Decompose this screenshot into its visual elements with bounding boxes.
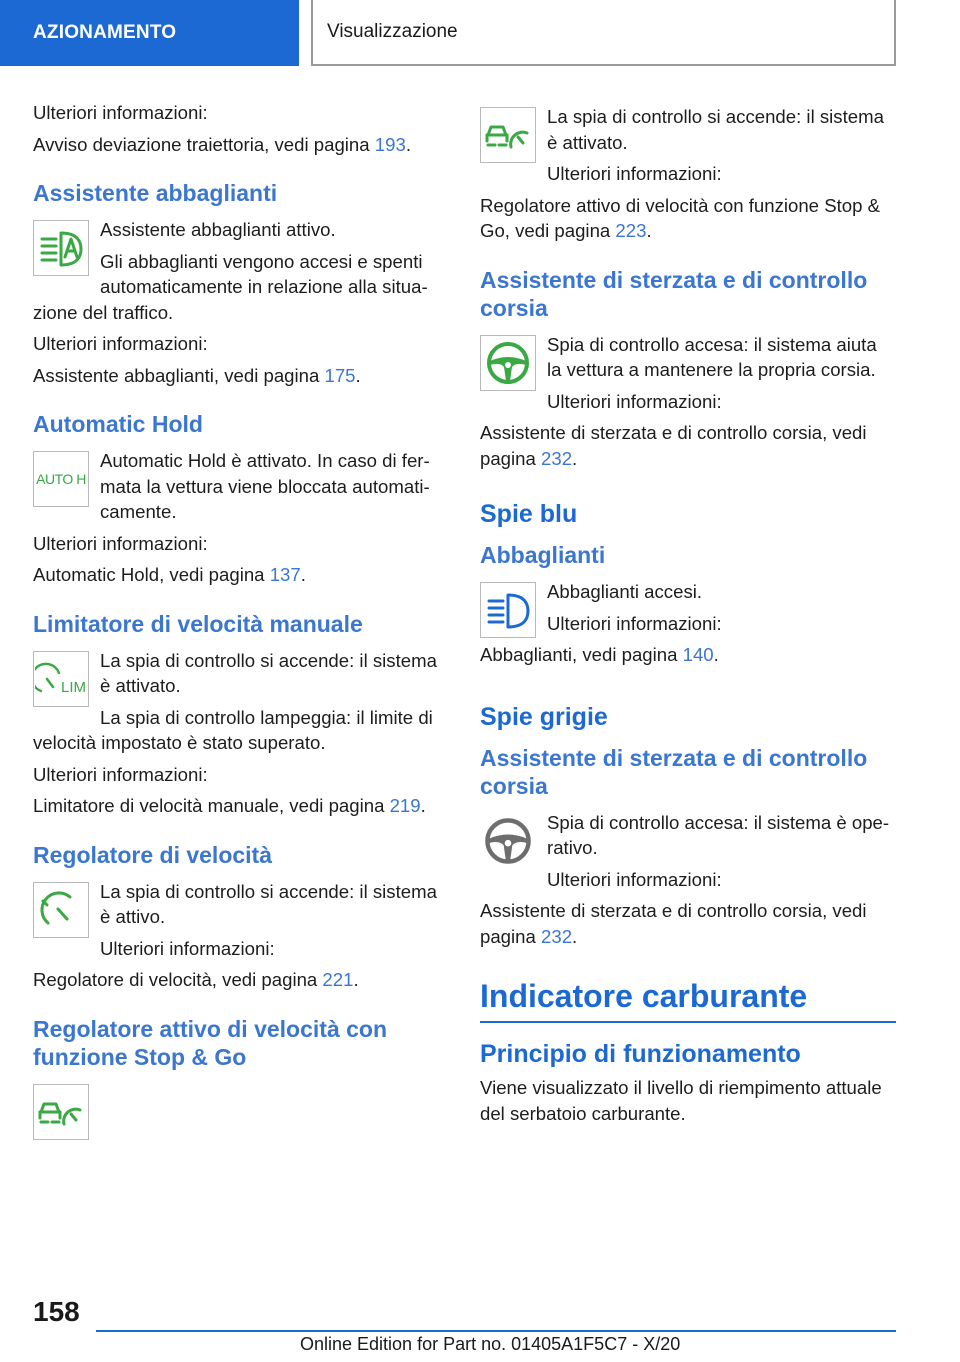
more-info-label: Ulteriori informazioni: — [33, 333, 208, 354]
chapter-title: Visualizzazione — [311, 0, 896, 66]
entry-cruise-control — [33, 879, 443, 968]
heading-lane-assist-green: Assistente di sterzata e di controllo corsia — [480, 266, 868, 321]
more-info-label: Ulteriori informazioni: — [100, 937, 275, 959]
high-beam-assist-icon — [33, 220, 89, 276]
right-column — [480, 104, 896, 1132]
section-tab: AZIONAMENTO — [0, 0, 299, 66]
page-reference: Abbaglianti, vedi pagina 140. — [480, 644, 719, 665]
heading-high-beam: Abbaglianti — [480, 542, 606, 568]
page-reference: Assistente di sterzata e di controllo corsia, vedi pagina 232. — [480, 422, 867, 469]
page-link[interactable]: 221 — [322, 969, 354, 990]
heading-grey-lights: Spie grigie — [480, 702, 608, 731]
page-link[interactable]: 175 — [324, 364, 356, 386]
status-text: Assistente abbaglianti attivo. — [100, 219, 336, 240]
steering-wheel-green-icon — [480, 335, 536, 391]
description-text: La spia di controllo lampeggia: il limite di velocità impostato è stato superato. — [33, 706, 433, 753]
active-cruise-icon — [480, 107, 536, 163]
heading-active-cruise: Regolatore attivo di velocità con funzione Stop & Go — [33, 1015, 388, 1070]
page-link[interactable]: 140 — [682, 644, 714, 665]
heading-automatic-hold: Automatic Hold — [33, 411, 203, 437]
more-info-label: Ulteriori informazioni: — [33, 102, 208, 123]
page-reference: Limitatore di velocità manuale, vedi pagina 219. — [33, 795, 426, 816]
page-link[interactable]: 219 — [389, 795, 421, 816]
more-info-label: Ulteriori informazioni: — [547, 612, 722, 634]
more-info-label: Ulteriori informazioni: — [547, 390, 722, 412]
footer-divider — [96, 1330, 896, 1332]
status-text: La spia di controllo si accende: il sistema è attivato. — [100, 649, 437, 696]
left-column — [33, 100, 443, 1144]
heading-cruise-control: Regolatore di velocità — [33, 841, 273, 868]
high-beam-icon — [480, 582, 536, 638]
page-link[interactable]: 232 — [541, 447, 573, 469]
entry-active-cruise — [33, 1081, 443, 1144]
auto-hold-icon — [33, 451, 89, 507]
cruise-control-icon — [33, 882, 89, 938]
heading-high-beam-assist: Assistente abbaglianti — [33, 180, 278, 206]
entry-high-beam — [480, 579, 896, 674]
principle-text: Viene visualizzato il livello di riempimento attuale del serbatoio carburante. — [480, 1077, 882, 1124]
page-reference: Regolatore attivo di velocità con funzione Stop & Go, vedi pagina 223. — [480, 194, 881, 241]
heading-lane-assist-grey: Assistente di sterzata e di controllo corsia — [480, 744, 868, 799]
status-text: La spia di controllo si accende: il sistema è attivo. — [100, 880, 437, 927]
active-cruise-icon — [33, 1084, 89, 1140]
entry-speed-limiter — [33, 648, 443, 762]
status-text: Spia di controllo accesa: il sistema aiuta la vettura a mantenere la propria corsia. — [547, 333, 877, 380]
entry-active-cruise-continued — [480, 104, 896, 193]
speed-limiter-icon-text: LIM — [60, 678, 86, 696]
page-link[interactable]: 232 — [541, 925, 573, 947]
heading-fuel-gauge: Indicatore carburante — [480, 977, 896, 1023]
entry-lane-assist-green — [480, 332, 896, 421]
heading-principle: Principio di funzionamento — [480, 1040, 801, 1068]
heading-speed-limiter: Limitatore di velocità manuale — [33, 610, 363, 637]
page-reference: Assistente abbaglianti, vedi pagina 175. — [33, 364, 361, 386]
page-link[interactable]: 223 — [615, 220, 647, 241]
speed-limiter-icon — [33, 651, 89, 707]
entry-high-beam-assist — [33, 217, 443, 331]
page-link[interactable]: 193 — [374, 133, 406, 155]
more-info-label: Ulteriori informazioni: — [547, 163, 722, 184]
entry-automatic-hold — [33, 448, 443, 531]
status-text: Abbaglianti accesi. — [547, 581, 703, 602]
status-text: Spia di controllo accesa: il sistema è ope-rativo. — [547, 811, 890, 858]
auto-hold-icon-text: AUTO H — [36, 471, 86, 487]
more-info-label: Ulteriori informazioni: — [33, 763, 208, 785]
entry-lane-assist-grey — [480, 810, 896, 899]
steering-wheel-grey-icon — [480, 813, 536, 869]
more-info-label: Ulteriori informazioni: — [33, 532, 208, 554]
description-text: Gli abbaglianti vengono accesi e spenti automaticamente in relazione alla situa-zione del traffico. — [33, 250, 428, 323]
page-reference: Automatic Hold, vedi pagina 137. — [33, 564, 306, 585]
page-reference: Regolatore di velocità, vedi pagina 221. — [33, 969, 359, 990]
page-link[interactable]: 137 — [269, 564, 301, 585]
page-reference: Avviso deviazione traiettoria, vedi pagina 193. — [33, 133, 411, 155]
status-text: Automatic Hold è attivato. In caso di fer-mata la vettura viene bloccata automati-camente. — [100, 450, 430, 522]
more-info-label: Ulteriori informazioni: — [547, 868, 722, 890]
page-header — [0, 0, 960, 66]
heading-blue-lights: Spie blu — [480, 500, 578, 528]
status-text: La spia di controllo si accende: il sistema è attivato. — [547, 106, 884, 153]
edition-text: Online Edition for Part no. 01405A1F5C7 - X/20 — [300, 1334, 681, 1354]
page-reference: Assistente di sterzata e di controllo corsia, vedi pagina 232. — [480, 900, 867, 947]
page-number: 158 — [33, 1296, 80, 1327]
